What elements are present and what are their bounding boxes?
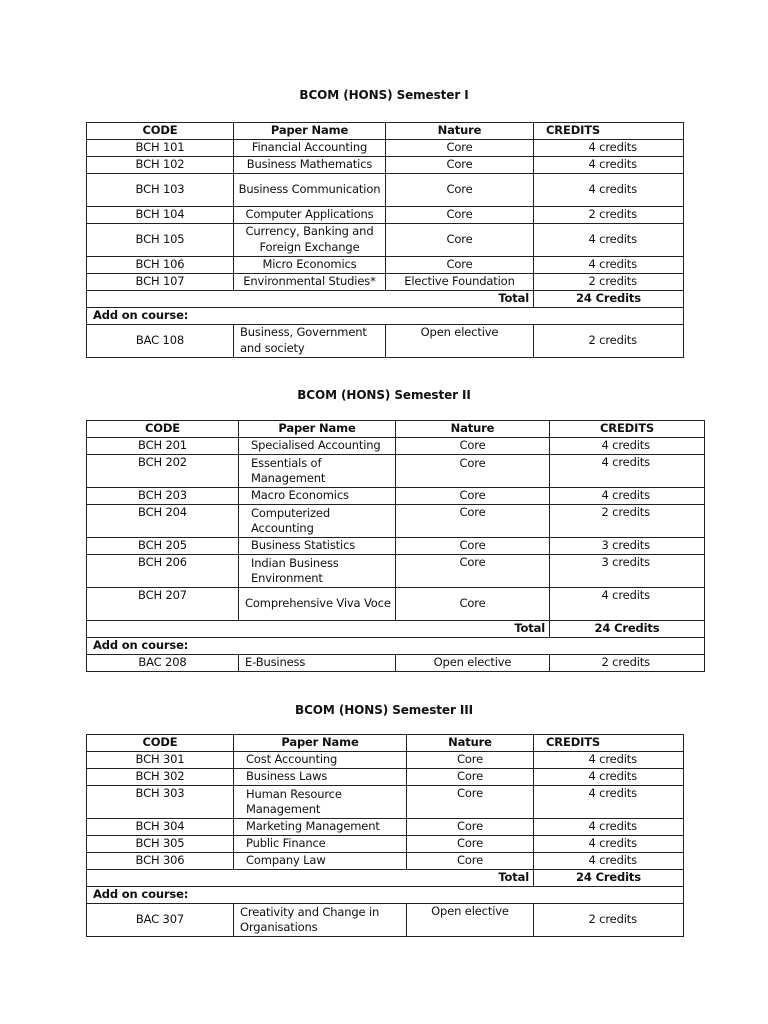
addon-label-row	[87, 638, 705, 655]
total-row	[87, 621, 705, 638]
table-row	[87, 853, 684, 870]
table-row	[87, 819, 684, 836]
table-row	[87, 156, 684, 173]
nature: Core	[386, 256, 534, 273]
addon-label-row	[87, 307, 684, 324]
addon-label: Add on course:	[87, 887, 684, 904]
table-row	[87, 752, 684, 769]
course-code: BCH 206	[87, 555, 239, 588]
total-label: Total	[87, 621, 550, 638]
addon-row	[87, 655, 705, 672]
header-nature: Nature	[396, 421, 550, 438]
paper-name: Macro Economics	[239, 488, 396, 505]
header-code: CODE	[87, 735, 234, 752]
credits: 4 credits	[550, 488, 705, 505]
paper-name: Comprehensive Viva Voce	[239, 588, 396, 621]
credits: 4 credits	[534, 173, 684, 206]
credits: 4 credits	[534, 256, 684, 273]
paper-name: Company Law	[234, 853, 407, 870]
table-row	[87, 223, 684, 256]
header-nature: Nature	[386, 123, 534, 140]
course-code: BCH 101	[87, 140, 234, 157]
semester-1-title: BCOM (HONS) Semester I	[299, 88, 469, 102]
paper-name: Business Laws	[234, 769, 407, 786]
semester-2-table	[86, 420, 705, 672]
header-code: CODE	[87, 123, 234, 140]
course-code: BCH 302	[87, 769, 234, 786]
nature: Core	[396, 455, 550, 488]
nature: Open elective	[386, 324, 534, 357]
credits: 4 credits	[550, 438, 705, 455]
table-row	[87, 455, 705, 488]
course-code: BAC 208	[87, 655, 239, 672]
paper-name: E-Business	[239, 655, 396, 672]
nature: Core	[407, 752, 534, 769]
nature: Core	[396, 505, 550, 538]
nature: Core	[396, 555, 550, 588]
credits: 4 credits	[550, 588, 705, 621]
nature: Core	[386, 140, 534, 157]
table-row	[87, 555, 705, 588]
table-row	[87, 769, 684, 786]
nature: Core	[407, 769, 534, 786]
credits: 4 credits	[534, 786, 684, 819]
table-row	[87, 438, 705, 455]
table-header-row	[87, 735, 684, 752]
table-row	[87, 488, 705, 505]
header-credits: CREDITS	[534, 735, 684, 752]
addon-label: Add on course:	[87, 307, 684, 324]
paper-name: Specialised Accounting	[239, 438, 396, 455]
paper-name: Indian Business Environment	[239, 555, 396, 588]
course-code: BCH 105	[87, 223, 234, 256]
table-header-row	[87, 123, 684, 140]
course-code: BCH 203	[87, 488, 239, 505]
paper-name: Financial Accounting	[234, 140, 386, 157]
paper-name: Computer Applications	[234, 206, 386, 223]
credits: 4 credits	[534, 156, 684, 173]
table-row	[87, 256, 684, 273]
course-code: BCH 207	[87, 588, 239, 621]
total-label: Total	[87, 870, 534, 887]
table-row	[87, 206, 684, 223]
credits: 4 credits	[534, 769, 684, 786]
table-row	[87, 505, 705, 538]
credits: 2 credits	[550, 655, 705, 672]
paper-name: Business Mathematics	[234, 156, 386, 173]
paper-name: Public Finance	[234, 836, 407, 853]
nature: Core	[396, 438, 550, 455]
credits: 4 credits	[534, 752, 684, 769]
addon-label: Add on course:	[87, 638, 705, 655]
table-row	[87, 538, 705, 555]
nature: Core	[407, 786, 534, 819]
semester-1-table	[86, 122, 684, 358]
course-code: BCH 104	[87, 206, 234, 223]
table-row	[87, 140, 684, 157]
addon-row	[87, 904, 684, 937]
paper-name: Business, Government and society	[234, 324, 386, 357]
semester-2-title: BCOM (HONS) Semester II	[297, 388, 471, 402]
course-code: BCH 102	[87, 156, 234, 173]
nature: Core	[386, 206, 534, 223]
credits: 4 credits	[534, 836, 684, 853]
credits: 2 credits	[534, 904, 684, 937]
table-row	[87, 588, 705, 621]
paper-name: Business Communication	[234, 173, 386, 206]
addon-row	[87, 324, 684, 357]
table-row	[87, 786, 684, 819]
nature: Core	[407, 853, 534, 870]
paper-name: Creativity and Change in Organisations	[234, 904, 407, 937]
header-paper-name: Paper Name	[234, 123, 386, 140]
total-row	[87, 290, 684, 307]
nature: Core	[386, 173, 534, 206]
header-nature: Nature	[407, 735, 534, 752]
header-credits: CREDITS	[550, 421, 705, 438]
nature: Core	[396, 538, 550, 555]
table-row	[87, 836, 684, 853]
paper-name: Marketing Management	[234, 819, 407, 836]
course-code: BCH 305	[87, 836, 234, 853]
table-header-row	[87, 421, 705, 438]
header-paper-name: Paper Name	[239, 421, 396, 438]
course-code: BCH 304	[87, 819, 234, 836]
credits: 4 credits	[534, 140, 684, 157]
header-paper-name: Paper Name	[234, 735, 407, 752]
paper-name: Environmental Studies*	[234, 273, 386, 290]
course-code: BCH 301	[87, 752, 234, 769]
addon-label-row	[87, 887, 684, 904]
credits: 2 credits	[550, 505, 705, 538]
paper-name: Micro Economics	[234, 256, 386, 273]
nature: Elective Foundation	[386, 273, 534, 290]
credits: 4 credits	[534, 223, 684, 256]
credits: 3 credits	[550, 538, 705, 555]
header-credits: CREDITS	[534, 123, 684, 140]
nature: Core	[386, 223, 534, 256]
course-code: BCH 303	[87, 786, 234, 819]
table-row	[87, 273, 684, 290]
paper-name: Essentials of Management	[239, 455, 396, 488]
credits: 2 credits	[534, 324, 684, 357]
semester-3-title: BCOM (HONS) Semester III	[295, 703, 473, 717]
paper-name: Computerized Accounting	[239, 505, 396, 538]
total-value: 24 Credits	[534, 290, 684, 307]
nature: Core	[407, 836, 534, 853]
course-code: BCH 106	[87, 256, 234, 273]
credits: 4 credits	[550, 455, 705, 488]
course-code: BCH 202	[87, 455, 239, 488]
total-label: Total	[87, 290, 534, 307]
semester-3-table	[86, 734, 684, 937]
course-code: BCH 205	[87, 538, 239, 555]
total-value: 24 Credits	[534, 870, 684, 887]
total-row	[87, 870, 684, 887]
nature: Core	[396, 488, 550, 505]
nature: Open elective	[396, 655, 550, 672]
header-code: CODE	[87, 421, 239, 438]
credits: 3 credits	[550, 555, 705, 588]
credits: 4 credits	[534, 853, 684, 870]
paper-name: Currency, Banking and Foreign Exchange	[234, 223, 386, 256]
paper-name: Cost Accounting	[234, 752, 407, 769]
course-code: BCH 306	[87, 853, 234, 870]
paper-name: Human Resource Management	[234, 786, 407, 819]
nature: Core	[407, 819, 534, 836]
course-code: BAC 108	[87, 324, 234, 357]
nature: Open elective	[407, 904, 534, 937]
course-code: BCH 204	[87, 505, 239, 538]
course-code: BCH 201	[87, 438, 239, 455]
paper-name: Business Statistics	[239, 538, 396, 555]
credits: 2 credits	[534, 206, 684, 223]
nature: Core	[396, 588, 550, 621]
course-code: BCH 107	[87, 273, 234, 290]
course-code: BAC 307	[87, 904, 234, 937]
nature: Core	[386, 156, 534, 173]
table-row	[87, 173, 684, 206]
credits: 4 credits	[534, 819, 684, 836]
credits: 2 credits	[534, 273, 684, 290]
total-value: 24 Credits	[550, 621, 705, 638]
course-code: BCH 103	[87, 173, 234, 206]
